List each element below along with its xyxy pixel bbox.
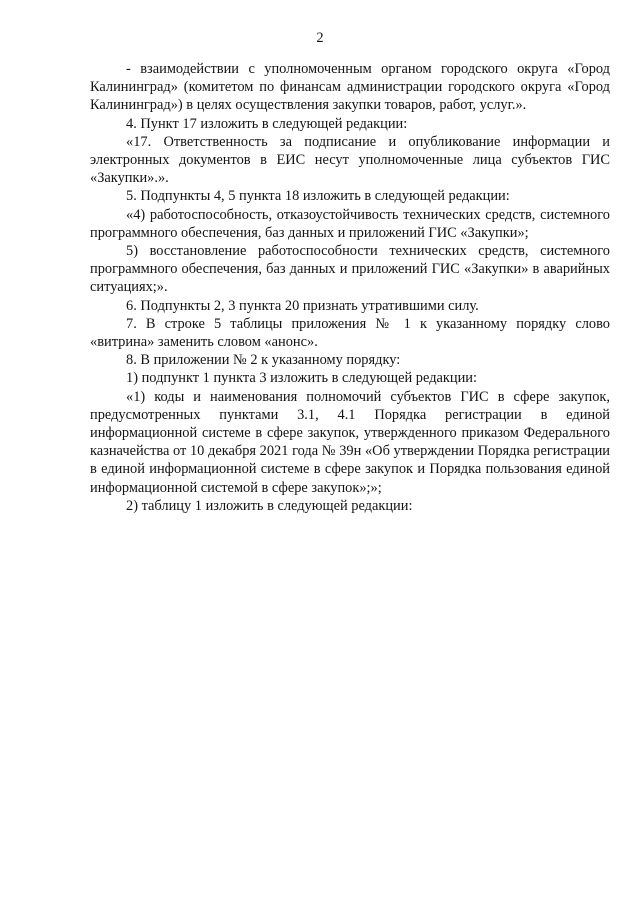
page-number: 2 [316, 30, 324, 46]
paragraph-subitem-1: 1) подпункт 1 пункта 3 изложить в следующей редакции: [126, 370, 477, 387]
paragraph-continuation: - взаимодействии с уполномоченным органом городского округа «Город Калининград» (комитетом по финансам администрации городского округа «Город Калининград») в целях осуществления закупки товаров, работ, услуг.». [90, 61, 610, 114]
paragraph-item-6: 6. Подпункты 2, 3 пункта 20 признать утратившими силу. [126, 297, 479, 314]
paragraph-quote-subitem-1: «1) коды и наименования полномочий субъектов ГИС в сфере закупок, предусмотренных пунктами 3.1, 4.1 Порядка регистрации в единой информационной системе в сфере закупок, утвержденного приказом Федерального казначейства от 10 декабря 2021 года № 39н «Об утверждении Порядка регистрации в единой информационной системе в сфере закупок и Порядка пользования единой информационной системой в сфере закупок»;»; [90, 388, 610, 496]
paragraph-subitem-5: 5) восстановление работоспособности технических средств, системного программного обеспечения, баз данных и приложений ГИС «Закупки» в аварийных ситуациях;». [90, 243, 610, 296]
paragraph-subitem-4: «4) работоспособность, отказоустойчивость технических средств, системного программного обеспечения, баз данных и приложений ГИС «Закупки»; [90, 206, 610, 241]
paragraph-item-7: 7. В строке 5 таблицы приложения № 1 к указанному порядку слово «витрина» заменить словом «анонс». [90, 315, 610, 351]
paragraph-quote-17: «17. Ответственность за подписание и опубликование информации и электронных документов в ЕИС несут уполномоченные лица субъектов ГИС «Закупки».». [90, 133, 610, 187]
paragraph-subitem-2: 2) таблицу 1 изложить в следующей редакции: [126, 497, 413, 514]
paragraph-item-5: 5. Подпункты 4, 5 пункта 18 изложить в следующей редакции: [126, 188, 510, 205]
document-body [90, 60, 610, 515]
paragraph-item-4: 4. Пункт 17 изложить в следующей редакции: [126, 115, 408, 132]
paragraph-item-8: 8. В приложении № 2 к указанному порядку: [126, 352, 401, 369]
